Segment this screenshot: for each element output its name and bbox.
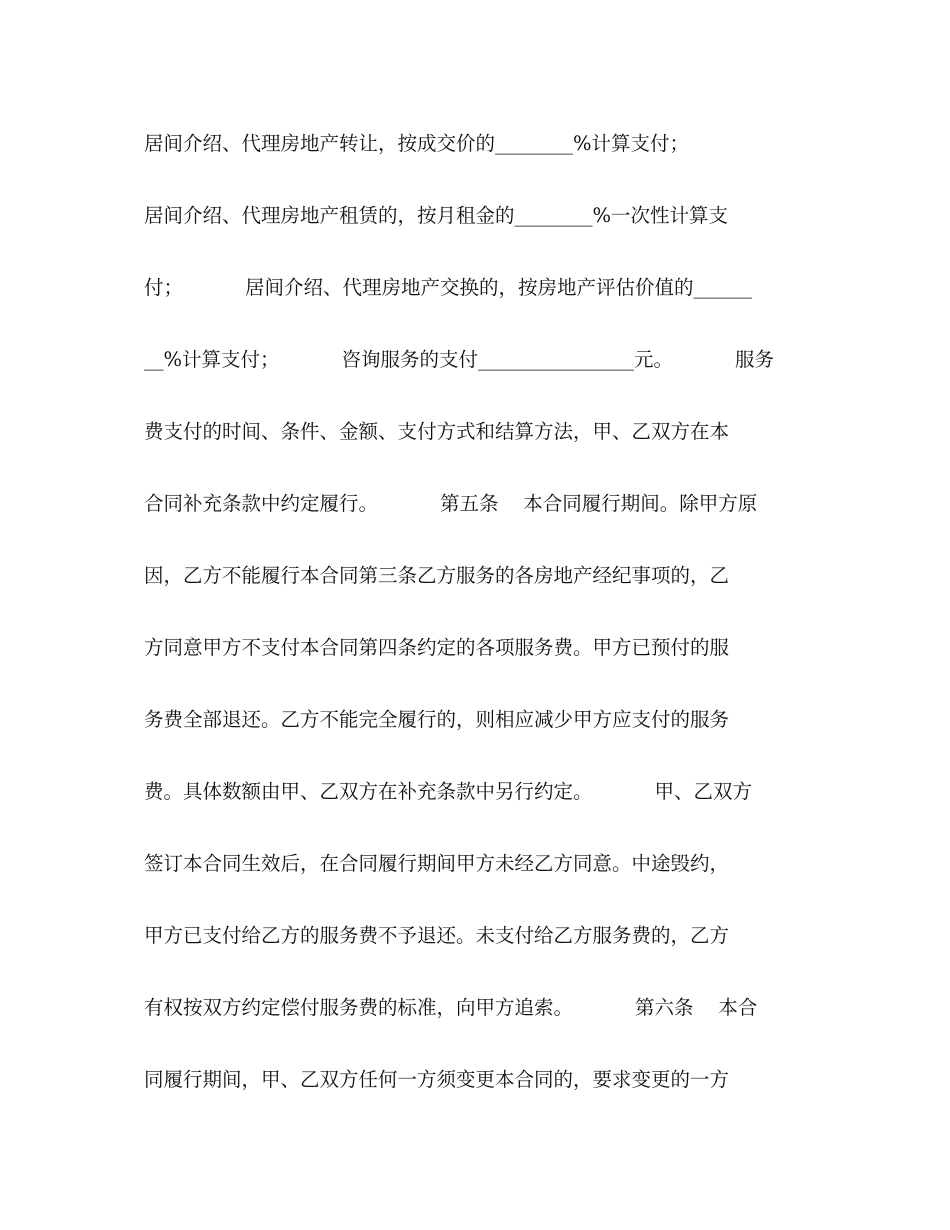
text-line-7: 因，乙方不能履行本合同第三条乙方服务的各房地产经纪事项的，乙 (144, 564, 730, 587)
text-line-12: 甲方已支付给乙方的服务费不予退还。未支付给乙方服务费的，乙方 (144, 924, 730, 947)
text-line-11: 签订本合同生效后，在合同履行期间甲方未经乙方同意。中途毁约， (144, 852, 730, 875)
text-line-1: 居间介绍、代理房地产转让，按成交价的________%计算支付； (144, 132, 690, 155)
text-line-3: 付； 居间介绍、代理房地产交换的，按房地产评估价值的______ (144, 276, 752, 299)
text-line-2: 居间介绍、代理房地产租赁的，按月租金的________%一次性计算支 (144, 204, 729, 227)
text-line-6: 合同补充条款中约定履行。 第五条 本合同履行期间。除甲方原 (144, 492, 758, 515)
text-line-13: 有权按双方约定偿付服务费的标准，向甲方追索。 第六条 本合 (144, 996, 758, 1019)
text-line-4: __%计算支付； 咨询服务的支付________________元。 服务 (144, 348, 774, 371)
text-line-9: 务费全部退还。乙方不能完全履行的，则相应减少甲方应支付的服务 (144, 708, 730, 731)
text-line-8: 方同意甲方不支付本合同第四条约定的各项服务费。甲方已预付的服 (144, 636, 730, 659)
text-line-5: 费支付的时间、条件、金额、支付方式和结算方法，甲、乙双方在本 (144, 420, 730, 443)
text-line-10: 费。具体数额由甲、乙双方在补充条款中另行约定。 甲、乙双方 (144, 780, 752, 803)
text-line-14: 同履行期间，甲、乙双方任何一方须变更本合同的，要求变更的一方 (144, 1068, 730, 1091)
